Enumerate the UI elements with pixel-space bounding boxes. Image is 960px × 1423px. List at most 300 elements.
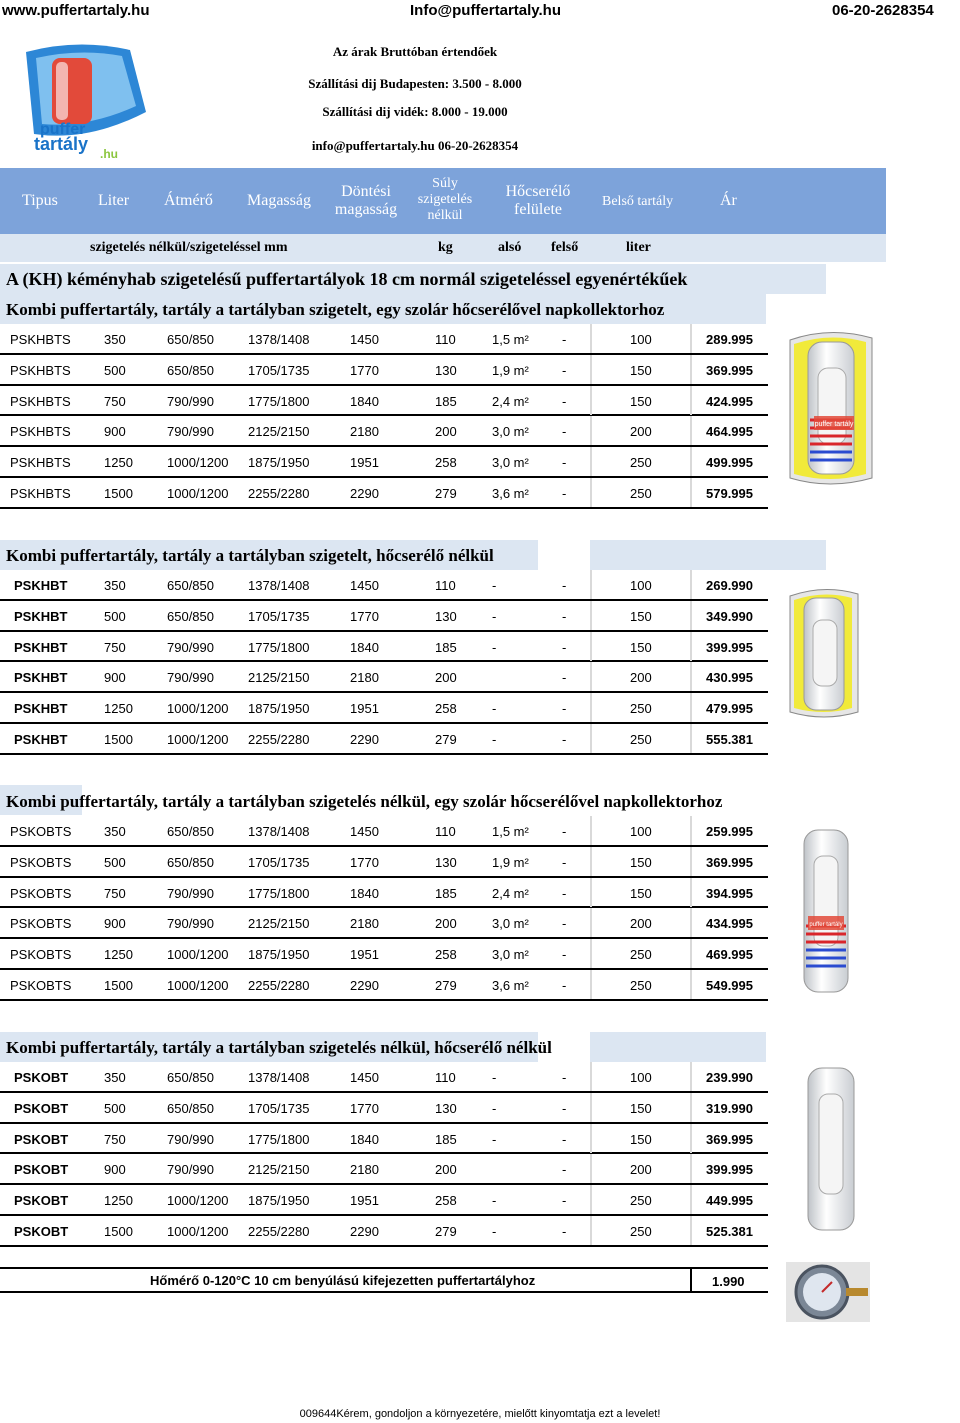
section-4-title: Kombi puffertartály, tartály a tartályban szigetelés nélkül, hőcserélő nélkül bbox=[6, 1038, 552, 1057]
cell-height: 2125/2150 bbox=[248, 670, 310, 686]
cell-inner-tank: 150 bbox=[630, 854, 652, 870]
cell-type: PSKOBTS bbox=[10, 885, 72, 901]
cell-type: PSKHBT bbox=[14, 608, 68, 624]
cell-diameter: 1000/1200 bbox=[167, 732, 229, 747]
cell-price: 525.381 bbox=[706, 1224, 753, 1239]
cell-diameter: 650/850 bbox=[167, 854, 214, 870]
cell-weight: 110 bbox=[435, 824, 456, 839]
cell-divider bbox=[690, 1062, 692, 1091]
cell-divider bbox=[690, 601, 692, 630]
cell-divider bbox=[690, 386, 692, 415]
cell-height: 2125/2150 bbox=[248, 916, 310, 932]
table-row bbox=[0, 1216, 768, 1247]
cell-coil-lower: 1,9 m² bbox=[492, 362, 529, 378]
cell-tilt-height: 1450 bbox=[350, 824, 379, 839]
cell-diameter: 1000/1200 bbox=[167, 486, 229, 501]
cell-type: PSKOBTS bbox=[10, 978, 72, 993]
cell-inner-tank: 150 bbox=[630, 362, 652, 378]
price-note: Az árak Bruttóban értendőek bbox=[332, 44, 498, 59]
cell-diameter: 790/990 bbox=[167, 639, 214, 655]
unit-kg: kg bbox=[438, 240, 453, 255]
cell-coil-upper: - bbox=[562, 947, 567, 963]
category-title: A (KH) kéményhab szigetelésű puffertartályok 18 cm normál szigeteléssel egyenértékűek bbox=[6, 269, 688, 289]
cell-price: 464.995 bbox=[706, 424, 753, 440]
cell-divider bbox=[690, 724, 692, 753]
cell-divider bbox=[690, 355, 692, 384]
svg-text:puffer tartály: puffer tartály bbox=[814, 421, 854, 428]
table-row bbox=[0, 1093, 768, 1124]
cell-divider bbox=[690, 478, 692, 507]
cell-divider bbox=[690, 878, 692, 907]
cell-inner-tank: 100 bbox=[630, 1070, 652, 1085]
cell-coil-lower: - bbox=[492, 1224, 497, 1239]
cell-liter: 350 bbox=[104, 578, 126, 593]
cell-divider bbox=[590, 1154, 592, 1183]
cell-liter: 500 bbox=[104, 854, 126, 870]
cell-coil-upper: - bbox=[562, 1224, 567, 1239]
table-header bbox=[0, 168, 886, 234]
cell-coil-upper: - bbox=[562, 608, 567, 624]
cell-tilt-height: 1840 bbox=[350, 1131, 379, 1147]
cell-divider bbox=[690, 693, 692, 722]
cell-coil-lower: - bbox=[492, 1100, 497, 1116]
cell-liter: 1250 bbox=[104, 701, 133, 717]
table-row bbox=[0, 324, 768, 355]
shipping-budapest: Szállítási dij Budapesten: 3.500 - 8.000 bbox=[308, 76, 522, 91]
col-suly-l2: szigetelés bbox=[417, 192, 473, 208]
price-divider bbox=[690, 1269, 692, 1291]
cell-liter: 350 bbox=[104, 1070, 126, 1085]
cell-coil-lower: 2,4 m² bbox=[492, 885, 529, 901]
cell-divider bbox=[690, 816, 692, 845]
cell-coil-upper: - bbox=[562, 732, 567, 747]
cell-tilt-height: 2180 bbox=[350, 670, 379, 686]
cell-coil-lower: - bbox=[492, 1070, 497, 1085]
col-dontesi-l1: Döntési bbox=[341, 183, 391, 200]
cell-height: 1378/1408 bbox=[248, 578, 310, 593]
cell-divider bbox=[590, 662, 592, 691]
unit-felso: felső bbox=[551, 240, 579, 255]
email-link[interactable]: Info@puffertartaly.hu bbox=[410, 2, 562, 19]
cell-price: 289.995 bbox=[706, 332, 753, 347]
section-1-title: Kombi puffertartály, tartály a tartályban szigetelt, egy szolár hőcserélővel napkollektorhoz bbox=[6, 300, 665, 319]
cell-coil-upper: - bbox=[562, 1162, 567, 1178]
puffertartaly-logo bbox=[18, 42, 158, 160]
table-row bbox=[0, 416, 768, 447]
cell-height: 2255/2280 bbox=[248, 732, 310, 747]
section-4-band-right bbox=[590, 1032, 766, 1062]
cell-price: 469.995 bbox=[706, 947, 753, 963]
unit-also: alsó bbox=[498, 240, 522, 255]
cell-weight: 279 bbox=[435, 1224, 457, 1239]
cell-weight: 200 bbox=[435, 670, 457, 686]
cell-divider bbox=[590, 478, 592, 507]
tank-insulated-image bbox=[786, 586, 862, 722]
cell-coil-upper: - bbox=[562, 670, 567, 686]
cell-diameter: 1000/1200 bbox=[167, 455, 229, 471]
cell-divider bbox=[590, 416, 592, 445]
cell-type: PSKHBTS bbox=[10, 455, 71, 471]
cell-divider bbox=[590, 632, 592, 661]
cell-tilt-height: 2180 bbox=[350, 424, 379, 440]
cell-price: 369.995 bbox=[706, 362, 753, 378]
cell-coil-upper: - bbox=[562, 916, 567, 932]
cell-tilt-height: 1770 bbox=[350, 608, 379, 624]
cell-liter: 1500 bbox=[104, 486, 133, 501]
cell-diameter: 650/850 bbox=[167, 362, 214, 378]
cell-coil-upper: - bbox=[562, 1193, 567, 1209]
cell-price: 369.995 bbox=[706, 1131, 753, 1147]
cell-divider bbox=[590, 601, 592, 630]
cell-liter: 500 bbox=[104, 608, 126, 624]
table-row bbox=[0, 386, 768, 417]
cell-height: 1705/1735 bbox=[248, 362, 310, 378]
col-belso-tartaly: Belső tartály bbox=[602, 194, 674, 209]
cell-inner-tank: 250 bbox=[630, 701, 652, 717]
cell-price: 479.995 bbox=[706, 701, 753, 717]
cell-price: 259.995 bbox=[706, 824, 753, 839]
table-row bbox=[0, 970, 768, 1001]
cell-tilt-height: 1951 bbox=[350, 455, 379, 471]
cell-coil-upper: - bbox=[562, 701, 567, 717]
col-hocserelo-l2: felülete bbox=[514, 201, 562, 219]
table-row bbox=[0, 816, 768, 847]
cell-type: PSKOBTS bbox=[10, 854, 72, 870]
cell-coil-lower: 3,6 m² bbox=[492, 486, 529, 501]
table-row bbox=[0, 908, 768, 939]
cell-liter: 1500 bbox=[104, 732, 133, 747]
cell-coil-upper: - bbox=[562, 332, 567, 347]
cell-diameter: 650/850 bbox=[167, 332, 214, 347]
cell-diameter: 650/850 bbox=[167, 608, 214, 624]
cell-height: 1775/1800 bbox=[248, 393, 310, 409]
cell-divider bbox=[590, 324, 592, 353]
cell-tilt-height: 1450 bbox=[350, 578, 379, 593]
cell-weight: 200 bbox=[435, 424, 457, 440]
cell-liter: 750 bbox=[104, 885, 126, 901]
table-row bbox=[0, 570, 768, 601]
cell-coil-lower: - bbox=[492, 1131, 497, 1147]
cell-diameter: 790/990 bbox=[167, 424, 214, 440]
cell-divider bbox=[690, 324, 692, 353]
cell-height: 1875/1950 bbox=[248, 947, 310, 963]
cell-price: 499.995 bbox=[706, 455, 753, 471]
cell-height: 1875/1950 bbox=[248, 1193, 310, 1209]
cell-height: 1378/1408 bbox=[248, 1070, 310, 1085]
cell-liter: 350 bbox=[104, 824, 126, 839]
cell-type: PSKHBTS bbox=[10, 424, 71, 440]
top-contact-bar bbox=[0, 0, 960, 22]
cell-diameter: 1000/1200 bbox=[167, 701, 229, 717]
cell-height: 1705/1735 bbox=[248, 608, 310, 624]
cell-divider bbox=[690, 662, 692, 691]
cell-inner-tank: 250 bbox=[630, 978, 652, 993]
cell-liter: 350 bbox=[104, 332, 126, 347]
cell-height: 1875/1950 bbox=[248, 701, 310, 717]
cell-tilt-height: 1951 bbox=[350, 701, 379, 717]
cell-coil-lower: 3,0 m² bbox=[492, 947, 529, 963]
cell-diameter: 650/850 bbox=[167, 824, 214, 839]
cell-diameter: 790/990 bbox=[167, 670, 214, 686]
cell-tilt-height: 1770 bbox=[350, 362, 379, 378]
cell-divider bbox=[690, 1185, 692, 1214]
cell-type: PSKHBT bbox=[14, 639, 68, 655]
cell-height: 2125/2150 bbox=[248, 1162, 310, 1178]
cell-type: PSKHBT bbox=[14, 701, 68, 717]
thermometer-label: Hőmérő 0-120°C 10 cm benyúlású kifejezetten puffertartályhoz bbox=[150, 1273, 536, 1288]
cell-tilt-height: 1951 bbox=[350, 947, 379, 963]
cell-divider bbox=[590, 724, 592, 753]
cell-price: 449.995 bbox=[706, 1193, 753, 1209]
col-hocserelo bbox=[500, 183, 576, 220]
cell-divider bbox=[590, 908, 592, 937]
cell-type: PSKHBTS bbox=[10, 332, 71, 347]
cell-type: PSKOBTS bbox=[10, 916, 72, 932]
cell-inner-tank: 200 bbox=[630, 1162, 652, 1178]
table-row bbox=[0, 355, 768, 386]
cell-tilt-height: 2290 bbox=[350, 486, 379, 501]
cell-type: PSKOBT bbox=[14, 1224, 69, 1239]
cell-liter: 900 bbox=[104, 670, 126, 686]
cell-divider bbox=[690, 570, 692, 599]
cell-type: PSKHBT bbox=[14, 732, 68, 747]
cell-weight: 258 bbox=[435, 1193, 457, 1209]
cell-inner-tank: 100 bbox=[630, 824, 652, 839]
table-row bbox=[0, 878, 768, 909]
col-suly bbox=[412, 176, 478, 224]
cell-divider bbox=[590, 939, 592, 968]
cell-diameter: 790/990 bbox=[167, 393, 214, 409]
cell-liter: 500 bbox=[104, 362, 126, 378]
cell-divider bbox=[690, 1124, 692, 1153]
cell-divider bbox=[590, 570, 592, 599]
cell-divider bbox=[590, 1124, 592, 1153]
col-tipus: Tipus bbox=[22, 192, 58, 209]
cell-type: PSKOBTS bbox=[10, 947, 72, 963]
cell-coil-lower: - bbox=[492, 732, 497, 747]
cell-weight: 258 bbox=[435, 701, 457, 717]
cell-price: 434.995 bbox=[706, 916, 753, 932]
unit-mm: szigetelés nélkül/szigeteléssel mm bbox=[90, 240, 288, 255]
col-suly-l1: Súly bbox=[432, 176, 458, 191]
cell-inner-tank: 150 bbox=[630, 1100, 652, 1116]
cell-diameter: 1000/1200 bbox=[167, 1224, 229, 1239]
cell-price: 549.995 bbox=[706, 978, 753, 993]
cell-tilt-height: 1951 bbox=[350, 1193, 379, 1209]
cell-weight: 279 bbox=[435, 486, 457, 501]
cell-height: 1775/1800 bbox=[248, 639, 310, 655]
cell-liter: 500 bbox=[104, 1100, 126, 1116]
cell-inner-tank: 150 bbox=[630, 608, 652, 624]
cell-height: 1775/1800 bbox=[248, 1131, 310, 1147]
cell-weight: 130 bbox=[435, 362, 457, 378]
col-magassag: Magasság bbox=[247, 192, 311, 209]
cell-weight: 185 bbox=[435, 639, 457, 655]
thermometer-row bbox=[0, 1267, 768, 1293]
cell-height: 1378/1408 bbox=[248, 332, 310, 347]
cell-weight: 110 bbox=[435, 332, 456, 347]
cell-price: 399.995 bbox=[706, 1162, 753, 1178]
cell-inner-tank: 150 bbox=[630, 639, 652, 655]
table-row bbox=[0, 478, 768, 509]
cell-divider bbox=[590, 355, 592, 384]
cell-coil-upper: - bbox=[562, 854, 567, 870]
cell-inner-tank: 250 bbox=[630, 732, 652, 747]
cell-price: 394.995 bbox=[706, 885, 753, 901]
cell-liter: 900 bbox=[104, 424, 126, 440]
tank-insulated-coil-image bbox=[786, 328, 876, 488]
cell-coil-upper: - bbox=[562, 455, 567, 471]
cell-price: 579.995 bbox=[706, 486, 753, 501]
table-row bbox=[0, 1154, 768, 1185]
cell-liter: 1250 bbox=[104, 947, 133, 963]
cell-liter: 1250 bbox=[104, 455, 133, 471]
svg-text:puffer: puffer bbox=[40, 121, 86, 138]
cell-inner-tank: 250 bbox=[630, 1224, 652, 1239]
table-row bbox=[0, 601, 768, 632]
cell-type: PSKOBT bbox=[14, 1100, 69, 1116]
col-dontesi bbox=[332, 183, 400, 220]
cell-price: 319.990 bbox=[706, 1100, 753, 1116]
cell-inner-tank: 250 bbox=[630, 1193, 652, 1209]
cell-coil-lower: - bbox=[492, 608, 497, 624]
cell-tilt-height: 1770 bbox=[350, 854, 379, 870]
cell-diameter: 790/990 bbox=[167, 1131, 214, 1147]
website-link[interactable]: www.puffertartaly.hu bbox=[2, 2, 150, 19]
cell-liter: 750 bbox=[104, 393, 126, 409]
cell-price: 239.990 bbox=[706, 1070, 753, 1085]
cell-coil-lower: 1,9 m² bbox=[492, 854, 529, 870]
col-dontesi-l2: magasság bbox=[334, 201, 398, 219]
cell-coil-lower: 1,5 m² bbox=[492, 332, 529, 347]
cell-inner-tank: 200 bbox=[630, 424, 652, 440]
cell-type: PSKOBT bbox=[14, 1070, 69, 1085]
cell-weight: 258 bbox=[435, 455, 457, 471]
cell-tilt-height: 1840 bbox=[350, 639, 379, 655]
cell-inner-tank: 150 bbox=[630, 1131, 652, 1147]
cell-diameter: 650/850 bbox=[167, 578, 214, 593]
table-row bbox=[0, 662, 768, 693]
col-atmero: Átmérő bbox=[164, 192, 213, 209]
cell-tilt-height: 1450 bbox=[350, 1070, 379, 1085]
cell-weight: 130 bbox=[435, 608, 457, 624]
cell-type: PSKOBTS bbox=[10, 824, 72, 839]
cell-diameter: 1000/1200 bbox=[167, 978, 229, 993]
cell-price: 349.990 bbox=[706, 608, 753, 624]
cell-coil-upper: - bbox=[562, 1100, 567, 1116]
cell-diameter: 790/990 bbox=[167, 885, 214, 901]
cell-divider bbox=[590, 447, 592, 476]
cell-coil-upper: - bbox=[562, 1131, 567, 1147]
cell-price: 430.995 bbox=[706, 670, 753, 686]
cell-divider bbox=[590, 847, 592, 876]
cell-divider bbox=[690, 1154, 692, 1183]
table-row bbox=[0, 1185, 768, 1216]
svg-text:.hu: .hu bbox=[100, 147, 118, 160]
cell-inner-tank: 250 bbox=[630, 455, 652, 471]
cell-inner-tank: 150 bbox=[630, 393, 652, 409]
cell-liter: 1250 bbox=[104, 1193, 133, 1209]
cell-divider bbox=[590, 386, 592, 415]
cell-coil-upper: - bbox=[562, 885, 567, 901]
contact-line: info@puffertartaly.hu 06-20-2628354 bbox=[311, 138, 519, 153]
cell-diameter: 650/850 bbox=[167, 1070, 214, 1085]
shipping-country: Szállítási dij vidék: 8.000 - 19.000 bbox=[322, 104, 508, 119]
table-row bbox=[0, 847, 768, 878]
cell-type: PSKHBT bbox=[14, 670, 68, 686]
cell-weight: 110 bbox=[435, 578, 456, 593]
cell-liter: 900 bbox=[104, 1162, 126, 1178]
cell-diameter: 1000/1200 bbox=[167, 1193, 229, 1209]
cell-price: 424.995 bbox=[706, 393, 753, 409]
cell-weight: 279 bbox=[435, 978, 457, 993]
cell-type: PSKOBT bbox=[14, 1131, 69, 1147]
unit-liter: liter bbox=[626, 240, 651, 255]
table-row bbox=[0, 632, 768, 663]
cell-coil-lower: - bbox=[492, 639, 497, 655]
cell-tilt-height: 2180 bbox=[350, 916, 379, 932]
cell-coil-lower: 3,6 m² bbox=[492, 978, 529, 993]
cell-weight: 185 bbox=[435, 393, 457, 409]
footer-note: 009644Kérem, gondoljon a környezetére, mielőtt kinyomtatja ezt a levelet! bbox=[299, 1408, 661, 1420]
cell-height: 1775/1800 bbox=[248, 885, 310, 901]
cell-divider bbox=[690, 1216, 692, 1245]
cell-price: 555.381 bbox=[706, 732, 753, 747]
cell-divider bbox=[590, 970, 592, 999]
cell-weight: 200 bbox=[435, 916, 457, 932]
cell-weight: 130 bbox=[435, 1100, 457, 1116]
cell-tilt-height: 1770 bbox=[350, 1100, 379, 1116]
cell-type: PSKOBT bbox=[14, 1162, 69, 1178]
cell-coil-lower: 3,0 m² bbox=[492, 424, 529, 440]
cell-coil-lower: 1,5 m² bbox=[492, 824, 529, 839]
cell-height: 1875/1950 bbox=[248, 455, 310, 471]
cell-liter: 900 bbox=[104, 916, 126, 932]
cell-type: PSKOBT bbox=[14, 1193, 69, 1209]
tank-uninsulated-coil-image bbox=[800, 826, 852, 996]
cell-liter: 1500 bbox=[104, 978, 133, 993]
cell-type: PSKHBT bbox=[14, 578, 68, 593]
cell-coil-upper: - bbox=[562, 978, 567, 993]
cell-divider bbox=[590, 1062, 592, 1091]
cell-inner-tank: 250 bbox=[630, 947, 652, 963]
section-2-title: Kombi puffertartály, tartály a tartályban szigetelt, hőcserélő nélkül bbox=[6, 546, 494, 565]
cell-liter: 750 bbox=[104, 639, 126, 655]
cell-divider bbox=[590, 816, 592, 845]
cell-diameter: 790/990 bbox=[167, 1162, 214, 1178]
cell-diameter: 1000/1200 bbox=[167, 947, 229, 963]
table-row bbox=[0, 447, 768, 478]
section-3-title: Kombi puffertartály, tartály a tartályban szigetelés nélkül, egy szolár hőcserélővel napkollektorhoz bbox=[6, 792, 723, 811]
table-row bbox=[0, 1062, 768, 1093]
table-row bbox=[0, 724, 768, 755]
cell-type: PSKHBTS bbox=[10, 486, 71, 501]
cell-divider bbox=[690, 847, 692, 876]
thermometer-image bbox=[786, 1262, 870, 1322]
cell-coil-upper: - bbox=[562, 424, 567, 440]
cell-coil-upper: - bbox=[562, 362, 567, 378]
cell-divider bbox=[590, 1216, 592, 1245]
cell-coil-upper: - bbox=[562, 1070, 567, 1085]
cell-height: 2255/2280 bbox=[248, 1224, 310, 1239]
cell-coil-lower: 2,4 m² bbox=[492, 393, 529, 409]
cell-tilt-height: 1840 bbox=[350, 393, 379, 409]
cell-divider bbox=[690, 970, 692, 999]
cell-weight: 185 bbox=[435, 1131, 457, 1147]
cell-price: 269.990 bbox=[706, 578, 753, 593]
cell-coil-lower: - bbox=[492, 1193, 497, 1209]
cell-inner-tank: 200 bbox=[630, 670, 652, 686]
